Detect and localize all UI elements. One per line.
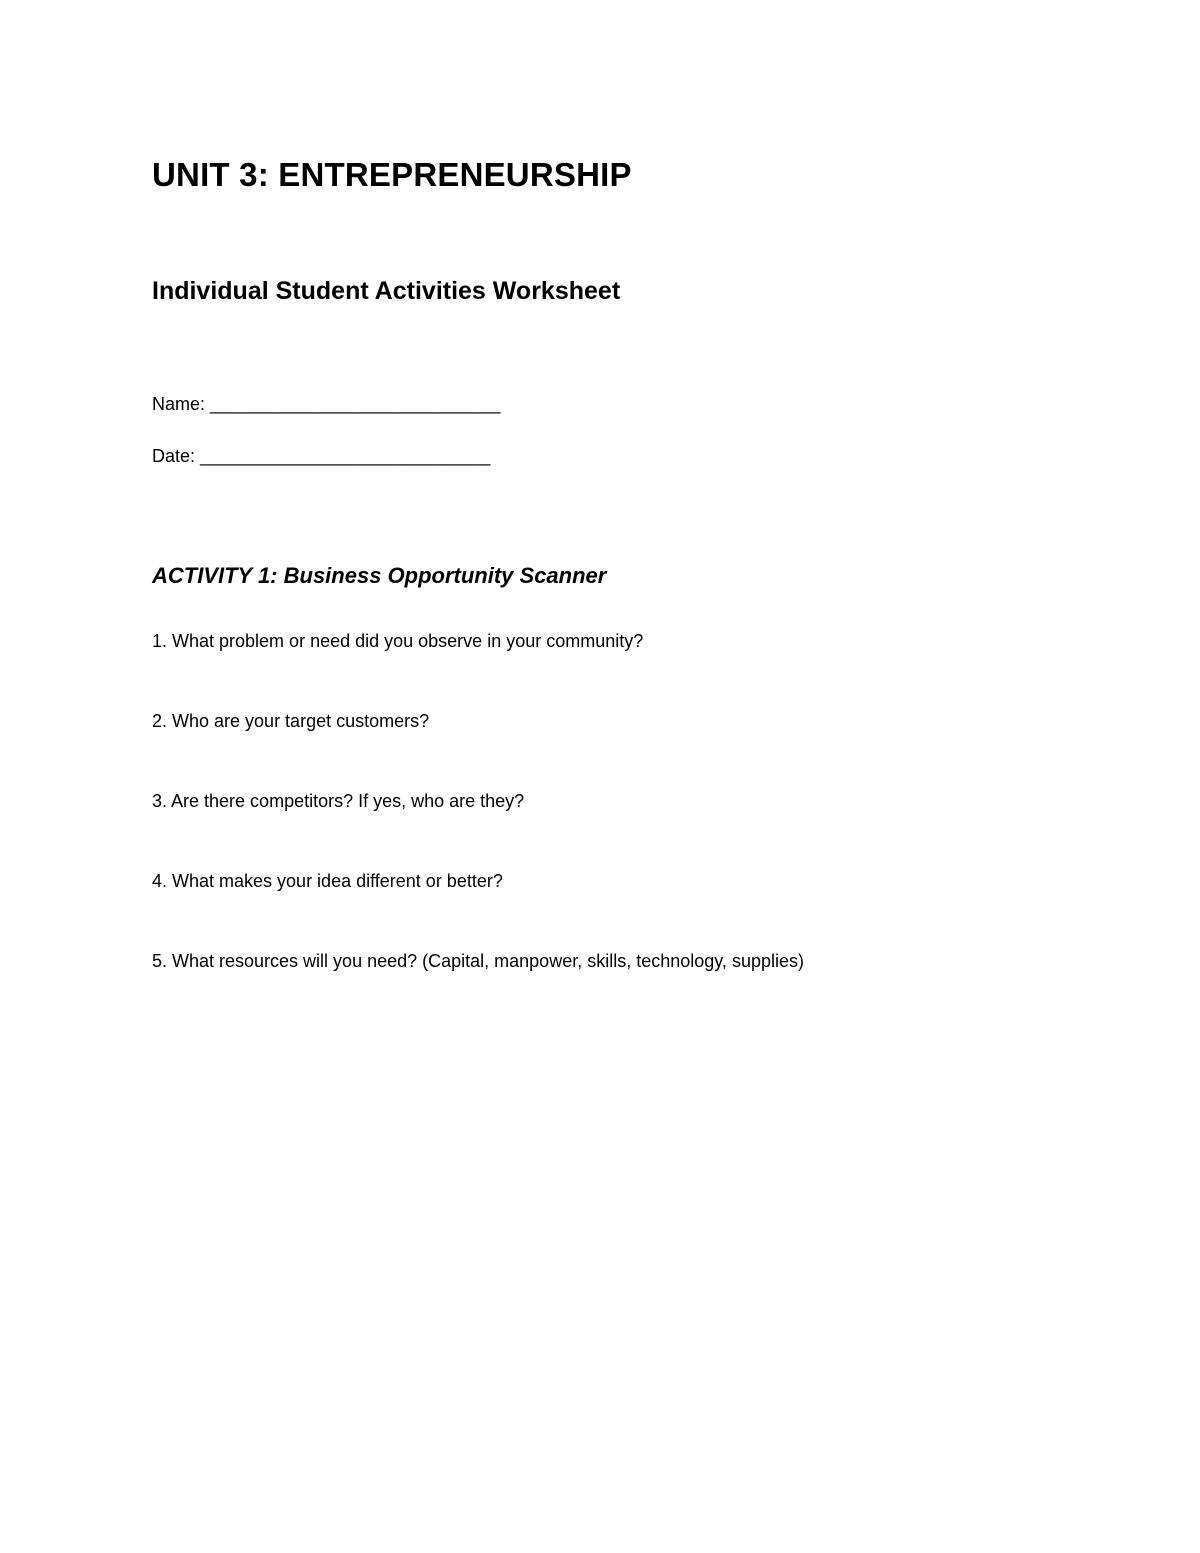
- date-field-line: Date: _____________________________: [152, 446, 491, 466]
- question-4: 4. What makes your idea different or better?: [152, 871, 503, 891]
- activity-title: ACTIVITY 1: Business Opportunity Scanner: [152, 563, 607, 588]
- question-5: 5. What resources will you need? (Capital, manpower, skills, technology, supplies): [152, 951, 804, 971]
- question-3: 3. Are there competitors? If yes, who are they?: [152, 791, 525, 811]
- name-field-line: Name: _____________________________: [152, 394, 501, 414]
- question-1: 1. What problem or need did you observe in your community?: [152, 631, 644, 651]
- worksheet-subtitle: Individual Student Activities Worksheet: [152, 277, 621, 305]
- unit-title: UNIT 3: ENTREPRENEURSHIP: [152, 156, 632, 193]
- question-2: 2. Who are your target customers?: [152, 711, 430, 731]
